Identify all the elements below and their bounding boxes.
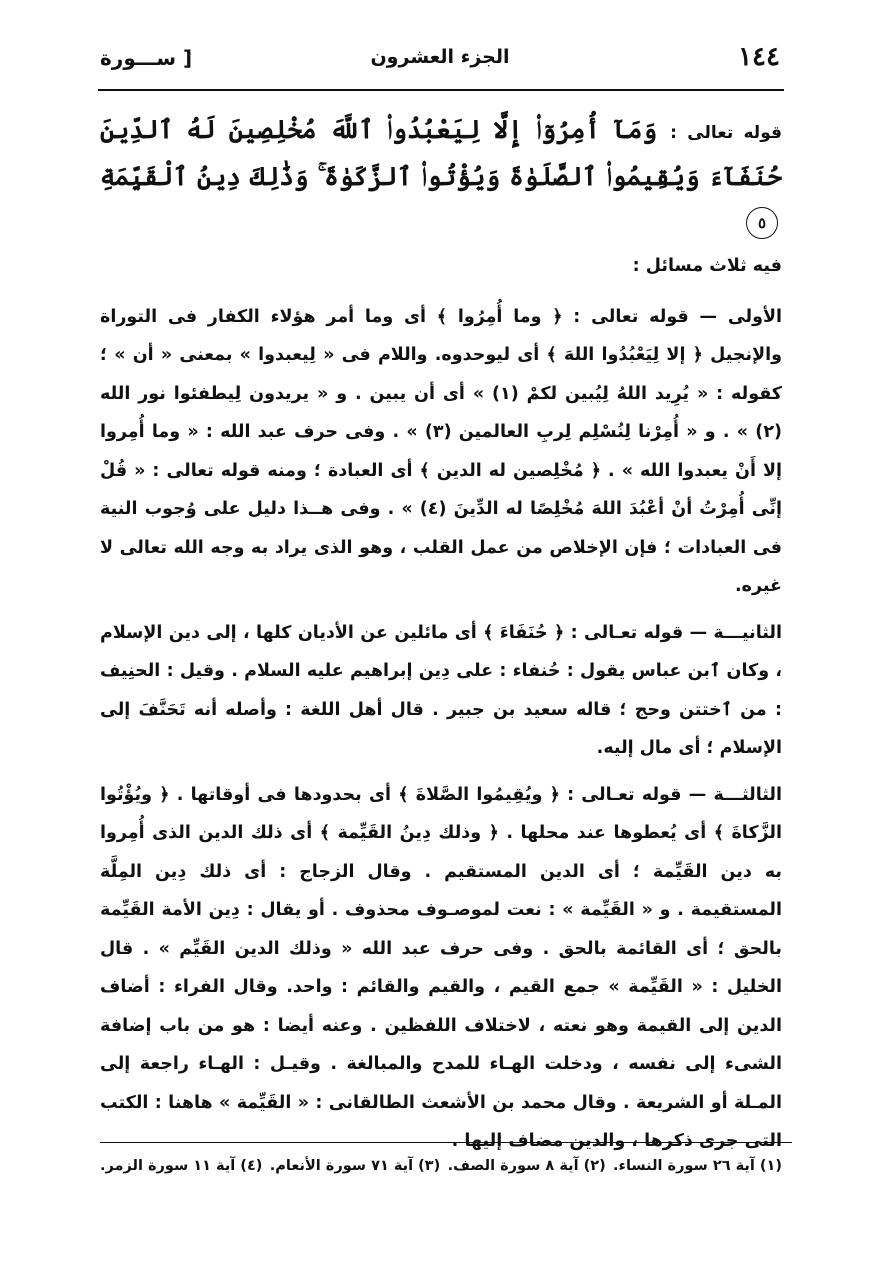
quran-verse	[100, 108, 782, 243]
verse-lead: قوله تعالى :	[670, 123, 782, 143]
page-header	[100, 40, 780, 84]
issues-intro: فيه ثلاث مسائل :	[632, 256, 782, 276]
page-body	[100, 104, 782, 1161]
footnote-1: (١) آية ٢٦ سورة النساء.	[613, 1158, 782, 1174]
footnote-2: (٢) آية ٨ سورة الصف.	[447, 1158, 606, 1174]
ayah-number-marker: ٥	[746, 207, 778, 239]
footnote-3: (٣) آية ٧١ سورة الأنعام.	[269, 1158, 441, 1174]
footnote-rule	[100, 1142, 792, 1143]
page-number: ١٤٤	[738, 42, 780, 72]
running-title: الجزء العشرون	[370, 46, 510, 68]
header-rule	[98, 89, 784, 91]
issue-second-paragraph: الثانيـــة — قوله تعـالى : ﴿ حُنَفَاءَ ﴾ أى مائلين عن الأديان كلها ، إلى دين الإسلام ، وكان ٱبن عباس يقول : حُنفاء : على دِين إبراهيم عليه السلام . وقيل : الحنِيف : من ٱختتن وحج ؛ قاله سعيد بن جبير . قال أهل اللغة : وأصله أنه تَحَنَّفَ إلى الإسلام ؛ أى مال إليه.	[100, 622, 782, 758]
verse-text: وَمَآ أُمِرُوٓا۟ إِلَّا لِيَعْبُدُوا۟ ٱللَّهَ مُخْلِصِينَ لَهُ ٱلدِّينَ حُنَفَآءَ وَيُقِيمُوا۟ ٱلصَّلَوٰةَ وَيُؤْتُوا۟ ٱلزَّكَوٰةَ ۚ وَذَٰلِكَ دِينُ ٱلْقَيِّمَةِ	[100, 115, 782, 191]
issue-first-paragraph: الأولى — قوله تعالى : ﴿ وما أُمِرُوا ﴾ أى وما أمر هؤلاء الكفار فى التوراة والإنجيل ﴿ إلا لِيَعْبُدُوا اللهَ ﴾ أى ليوحدوه. واللام فى « لِيعبدوا » بمعنى « أن » ؛ كقوله : « يُرِيد اللهُ لِيُبين لكمْ (١) » أى أن يبين . و « يريدون لِيطفئوا نور الله (٢) » . و « أُمِرْنا لِنُسْلِم لِربِ العالمين (٣) » . وفى حرف عبد الله : « وما أُمِروا إلا أَنْ يعبدوا الله » . ﴿ مُخْلِصين له الدين ﴾ أى العبادة ؛ ومنه قوله تعالى : « قُلْ إنِّى أُمِرْتُ أنْ أعْبُدَ اللهَ مُخْلِصًا له الدِّينَ (٤) » . وفى هــذا دليل على وُجوب النية فى العبادات ؛ فإن الإخلاص من عمل القلب ، وهو الذى يراد به وجه الله تعالى لا غيره.	[100, 306, 783, 596]
footnotes	[100, 1158, 782, 1174]
footnote-4: (٤) آية ١١ سورة الزمر.	[100, 1158, 263, 1174]
surah-label: [ ســـورة	[100, 46, 193, 70]
issue-third-paragraph: الثالثـــة — قوله تعـالى : ﴿ ويُقِيمُوا الصَّلاةَ ﴾ أى بحدودها فى أوقاتها . ﴿ ويُؤْتُوا الزَّكاةَ ﴾ أى يُعطوها عند محلها . ﴿ وذلك دِينُ القَيِّمة ﴾ أى ذلك الدين الذى أُمِروا به دين القَيِّمة ؛ أى الدين المستقيم . وقال الزجاج : أى ذلك دِين المِلَّة المستقيمة . و « القَيِّمة » : نعت لموصـوف محذوف . أو يقال : دِين الأمة القَيِّمة بالحق ؛ أى القائمة بالحق . وفى حرف عبد الله « وذلك الدين القَيِّم » . قال الخليل : « القَيِّمة » جمع القيم ، والقيم والقائم : واحد. وقال الفراء : أضاف الدين إلى القيمة وهو نعته ، لاختلاف اللفظين . وعنه أيضا : هو من باب إضافة الشىء إلى نفسه ، ودخلت الهـاء للمدح والمبالغة . وقيـل : الهـاء راجعة إلى المـلة أو الشريعة . وقال محمد بن الأشعث الطالقانى : « القَيِّمة » هاهنا : الكتب التى جرى ذكرها ، والدين مضاف إليها .	[100, 784, 782, 1151]
